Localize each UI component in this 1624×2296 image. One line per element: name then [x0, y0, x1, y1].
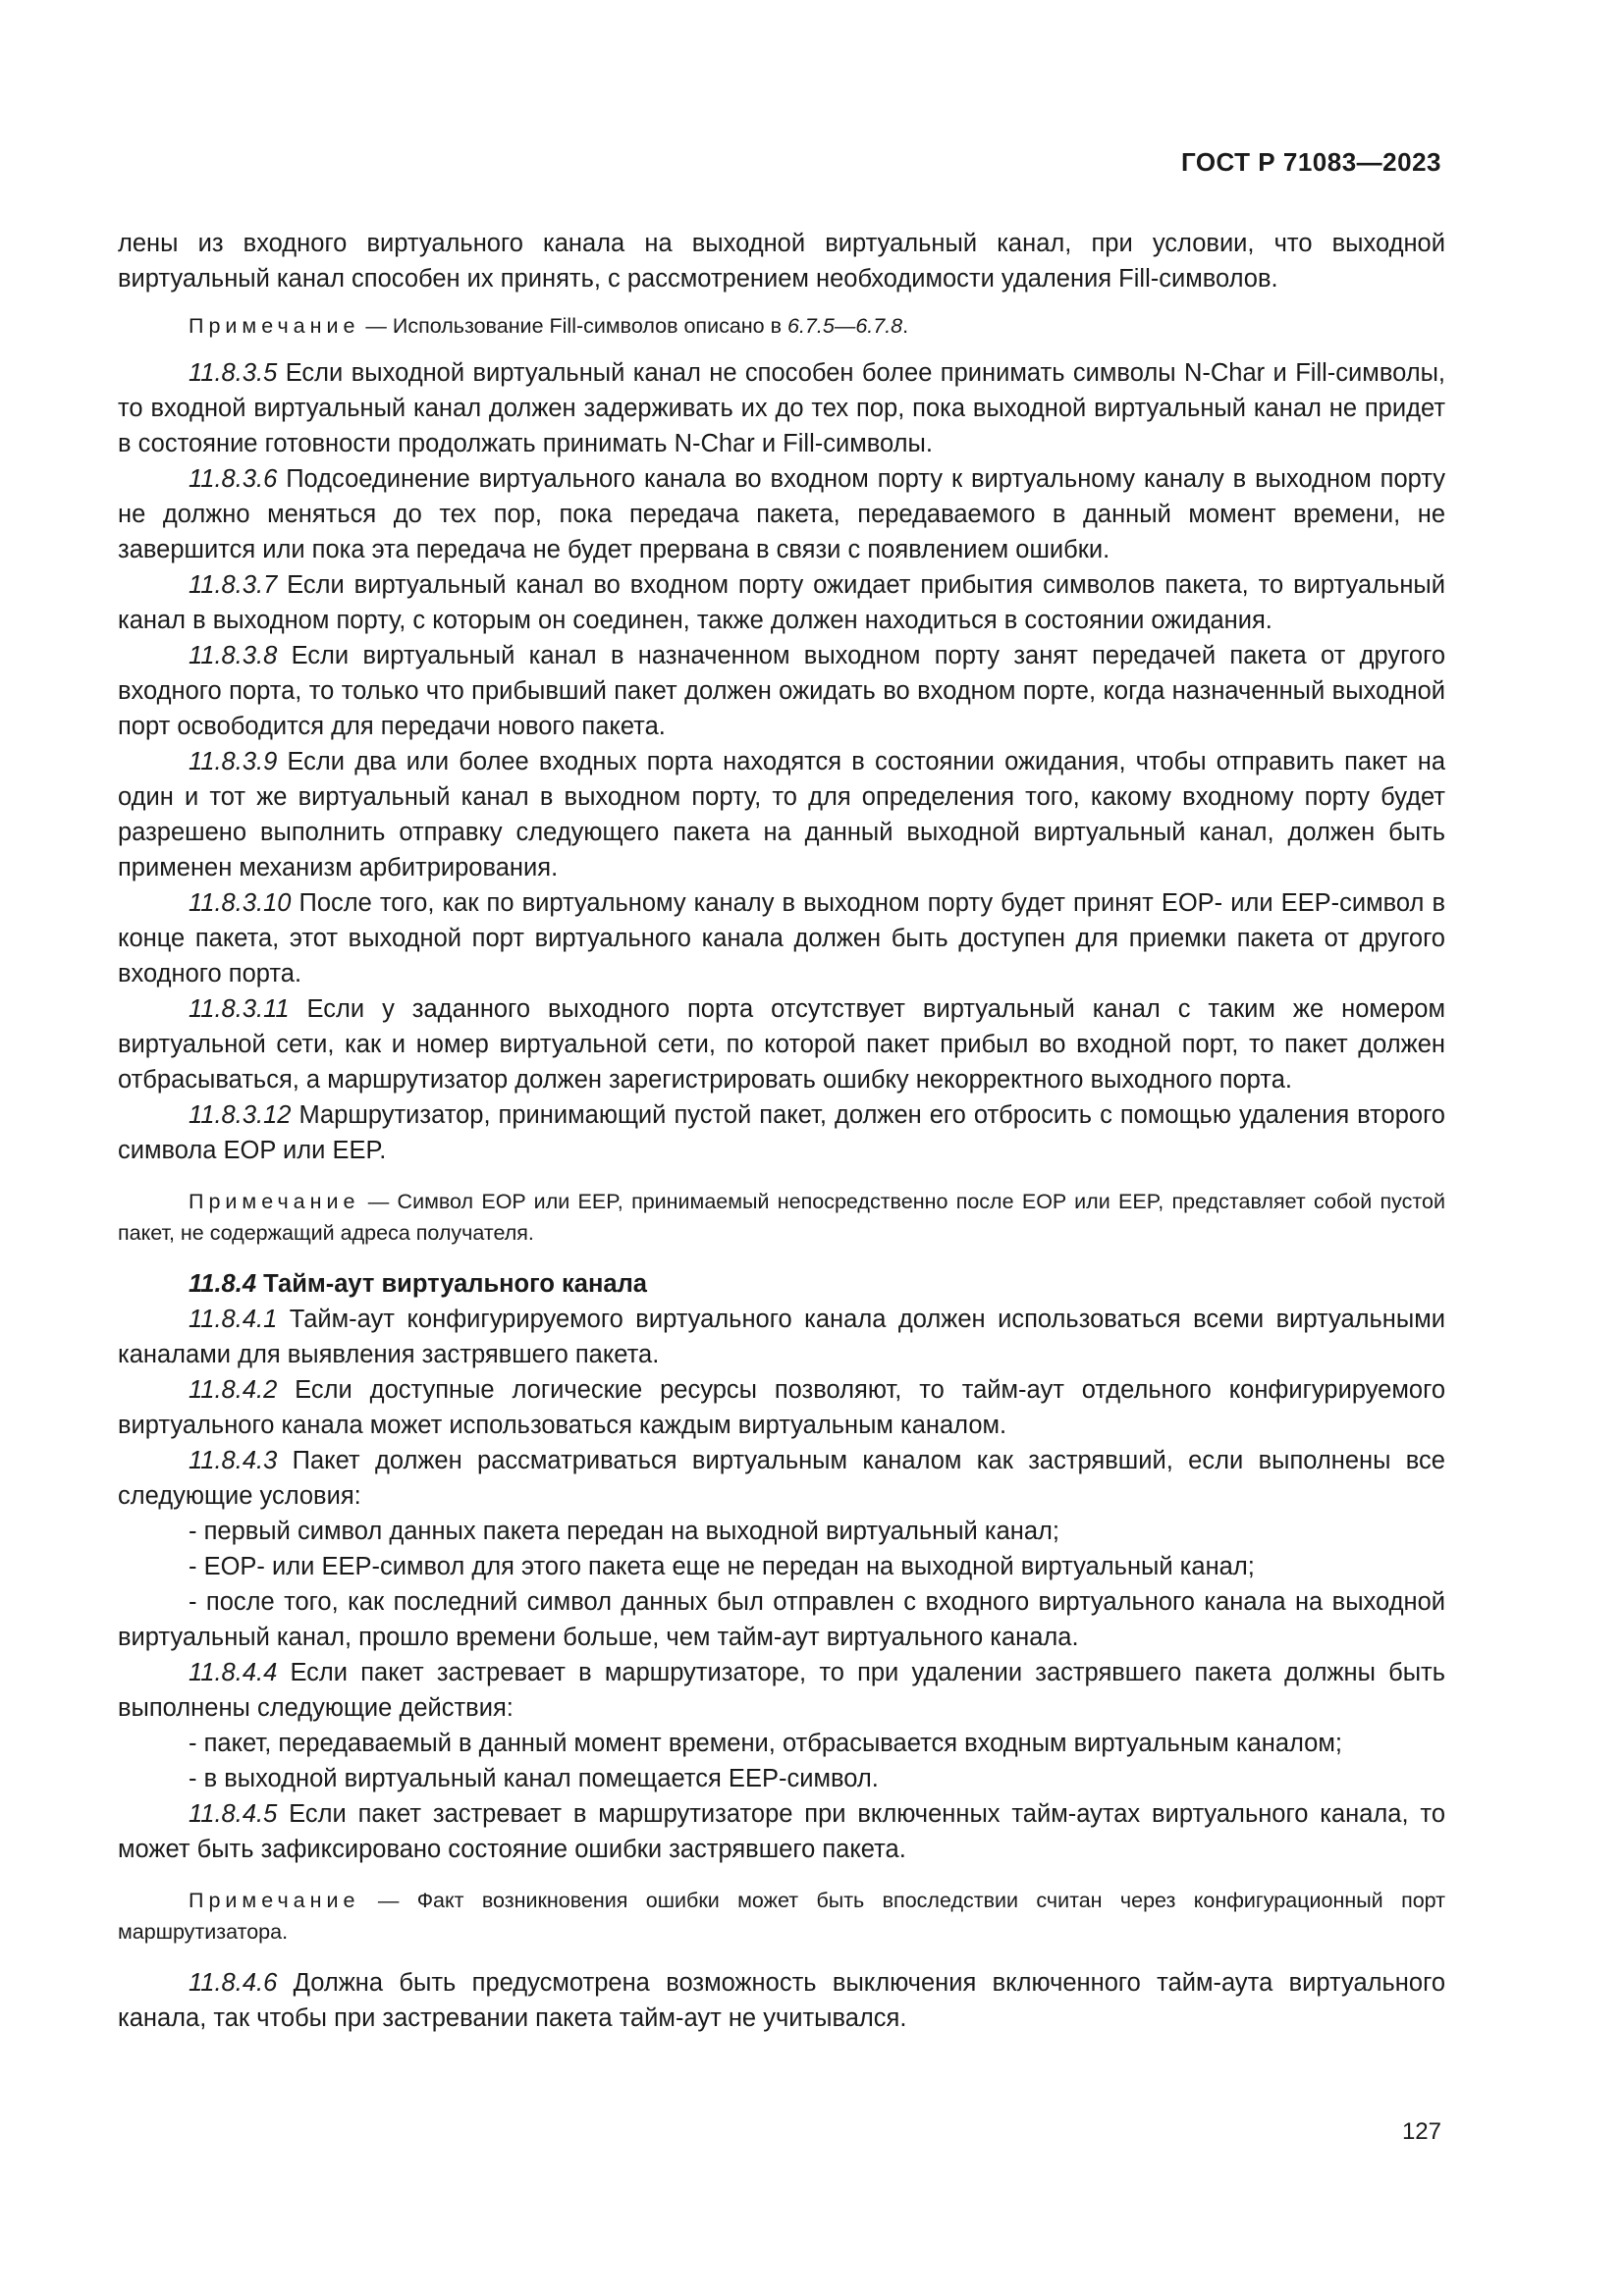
clause-number: 11.8.3.9 — [189, 748, 278, 775]
clause-text: После того, как по виртуальному каналу в выходном порту будет принят EOP- или EEP-символ в конце пакета, этот выходной порт виртуального канала должен быть доступен для приемки пакета от другого входного порта. — [118, 889, 1445, 988]
clause-11-8-3-9 — [118, 744, 1445, 885]
clause-number: 11.8.3.12 — [189, 1101, 292, 1129]
clause-text: Если у заданного выходного порта отсутствует виртуальный канал с таким же номером виртуальной сети, как и номер виртуальной сети, по которой пакет прибыл во входной порт, то пакет должен отбрасываться, а маршрутизатор должен зарегистрировать ошибку некорректного выходного порта. — [118, 995, 1445, 1094]
clause-11-8-3-6 — [118, 461, 1445, 567]
paragraph: лены из входного виртуального канала на выходной виртуальный канал, при условии, что выходной виртуальный канал способен их принять, с рассмотрением необходимости удаления Fill-символов. — [118, 230, 1445, 293]
clause-number: 11.8.4.2 — [189, 1376, 278, 1404]
clause-text: Тайм-аут конфигурируемого виртуального канала должен использоваться всеми виртуальными каналами для выявления застрявшего пакета. — [118, 1306, 1445, 1368]
list-item: - в выходной виртуальный канал помещается EEP-символ. — [189, 1765, 879, 1792]
clause-11-8-4-6 — [118, 1965, 1445, 2036]
clause-text: Должна быть предусмотрена возможность выключения включенного тайм-аута виртуального канала, так чтобы при застревании пакета тайм-аут не учитывался. — [118, 1969, 1445, 2032]
clause-text: Если пакет застревает в маршрутизаторе, то при удалении застрявшего пакета должны быть выполнены следующие действия: — [118, 1659, 1445, 1722]
clause-text: Подсоединение виртуального канала во входном порту к виртуальному каналу в выходном порту не должно меняться до тех пор, пока передача пакета, передаваемого в данный момент времени, не завершится или пока эта передача не будет прервана в связи с появлением ошибки. — [118, 465, 1445, 563]
clause-11-8-3-7 — [118, 567, 1445, 638]
clause-number: 11.8.4.5 — [189, 1800, 278, 1828]
note-label: Примечание — [189, 1889, 360, 1912]
clause-11-8-3-10 — [118, 885, 1445, 991]
clause-11-8-3-11 — [118, 991, 1445, 1097]
note-label: Примечание — [189, 1190, 360, 1213]
note-label: Примечание — [189, 314, 360, 338]
section-heading — [118, 1266, 1445, 1302]
page-number: 127 — [1401, 2118, 1441, 2145]
document-header: ГОСТ Р 71083—2023 — [1180, 147, 1441, 177]
clause-text: Пакет должен рассматриваться виртуальным каналом как застрявший, если выполнены все следующие условия: — [118, 1447, 1445, 1510]
page-body — [118, 226, 1445, 2036]
clause-text: Если пакет застревает в маршрутизаторе при включенных тайм-аутах виртуального канала, то может быть зафиксировано состояние ошибки застрявшего пакета. — [118, 1800, 1445, 1863]
clause-11-8-3-5 — [118, 355, 1445, 461]
clause-number: 11.8.4.3 — [189, 1447, 278, 1474]
clause-number: 11.8.3.11 — [189, 995, 290, 1023]
note — [118, 1186, 1445, 1249]
clause-text: Если виртуальный канал в назначенном выходном порту занят передачей пакета от другого входного порта, то только что прибывший пакет должен ожидать во входном порте, когда назначенный выходной порт освободится для передачи нового пакета. — [118, 642, 1445, 740]
clause-number: 11.8.3.8 — [189, 642, 278, 669]
list-item: - EOP- или EEP-символ для этого пакета еще не передан на выходной виртуальный канал; — [189, 1553, 1255, 1580]
note-text: — Символ EOP или EEP, принимаемый непосредственно после EOP или EEP, представляет собой пустой пакет, не содержащий адреса получателя. — [118, 1190, 1445, 1245]
clause-number: 11.8.3.5 — [189, 359, 278, 387]
clause-number: 11.8.4.4 — [189, 1659, 278, 1686]
clause-number: 11.8.3.7 — [189, 571, 278, 599]
list-item: - пакет, передаваемый в данный момент времени, отбрасывается входным виртуальным каналом; — [189, 1730, 1342, 1757]
clause-text: Если виртуальный канал во входном порту ожидает прибытия символов пакета, то виртуальный канал в выходном порту, с которым он соединен, также должен находиться в состоянии ожидания. — [118, 571, 1445, 634]
clause-number: 11.8.3.6 — [189, 465, 278, 493]
section-title: Тайм-аут виртуального канала — [256, 1270, 647, 1298]
clause-11-8-4-2 — [118, 1372, 1445, 1443]
clause-11-8-4-1 — [118, 1302, 1445, 1372]
clause-text: Маршрутизатор, принимающий пустой пакет, должен его отбросить с помощью удаления второго символа EOP или EEP. — [118, 1101, 1445, 1164]
clause-11-8-3-12 — [118, 1097, 1445, 1168]
clause-number: 11.8.3.10 — [189, 889, 292, 917]
clause-11-8-4-5 — [118, 1796, 1445, 1867]
clause-11-8-3-8 — [118, 638, 1445, 744]
note-text: — Факт возникновения ошибки может быть впоследствии считан через конфигурационный порт маршрутизатора. — [118, 1889, 1445, 1944]
note — [118, 1885, 1445, 1948]
note-text: — Использование Fill-символов описано в — [359, 314, 787, 338]
list-item: - после того, как последний символ данных был отправлен с входного виртуального канала на выходной виртуальный канал, прошло времени больше, чем тайм-аут виртуального канала. — [118, 1588, 1445, 1651]
clause-text: Если доступные логические ресурсы позволяют, то тайм-аут отдельного конфигурируемого виртуального канала может использоваться каждым виртуальным каналом. — [118, 1376, 1445, 1439]
note-end: . — [902, 314, 909, 338]
note — [118, 310, 1445, 342]
clause-number: 11.8.4.1 — [189, 1306, 278, 1333]
clause-number: 11.8.4.6 — [189, 1969, 278, 1997]
note-reference: 6.7.5—6.7.8 — [787, 314, 903, 338]
list-item: - первый символ данных пакета передан на выходной виртуальный канал; — [189, 1518, 1059, 1545]
clause-11-8-4-3 — [118, 1443, 1445, 1514]
section-number: 11.8.4 — [189, 1270, 257, 1298]
clause-text: Если выходной виртуальный канал не способен более принимать символы N-Char и Fill-символы, то входной виртуальный канал должен задерживать их до тех пор, пока выходной виртуальный канал не придет в состояние готовности продолжать принимать N-Char и Fill-символы. — [118, 359, 1445, 457]
clause-text: Если два или более входных порта находятся в состоянии ожидания, чтобы отправить пакет на один и тот же виртуальный канал в выходном порту, то для определения того, какому входному порту будет разрешено выполнить отправку следующего пакета на данный выходной виртуальный канал, должен быть применен механизм арбитрирования. — [118, 748, 1445, 881]
clause-11-8-4-4 — [118, 1655, 1445, 1726]
